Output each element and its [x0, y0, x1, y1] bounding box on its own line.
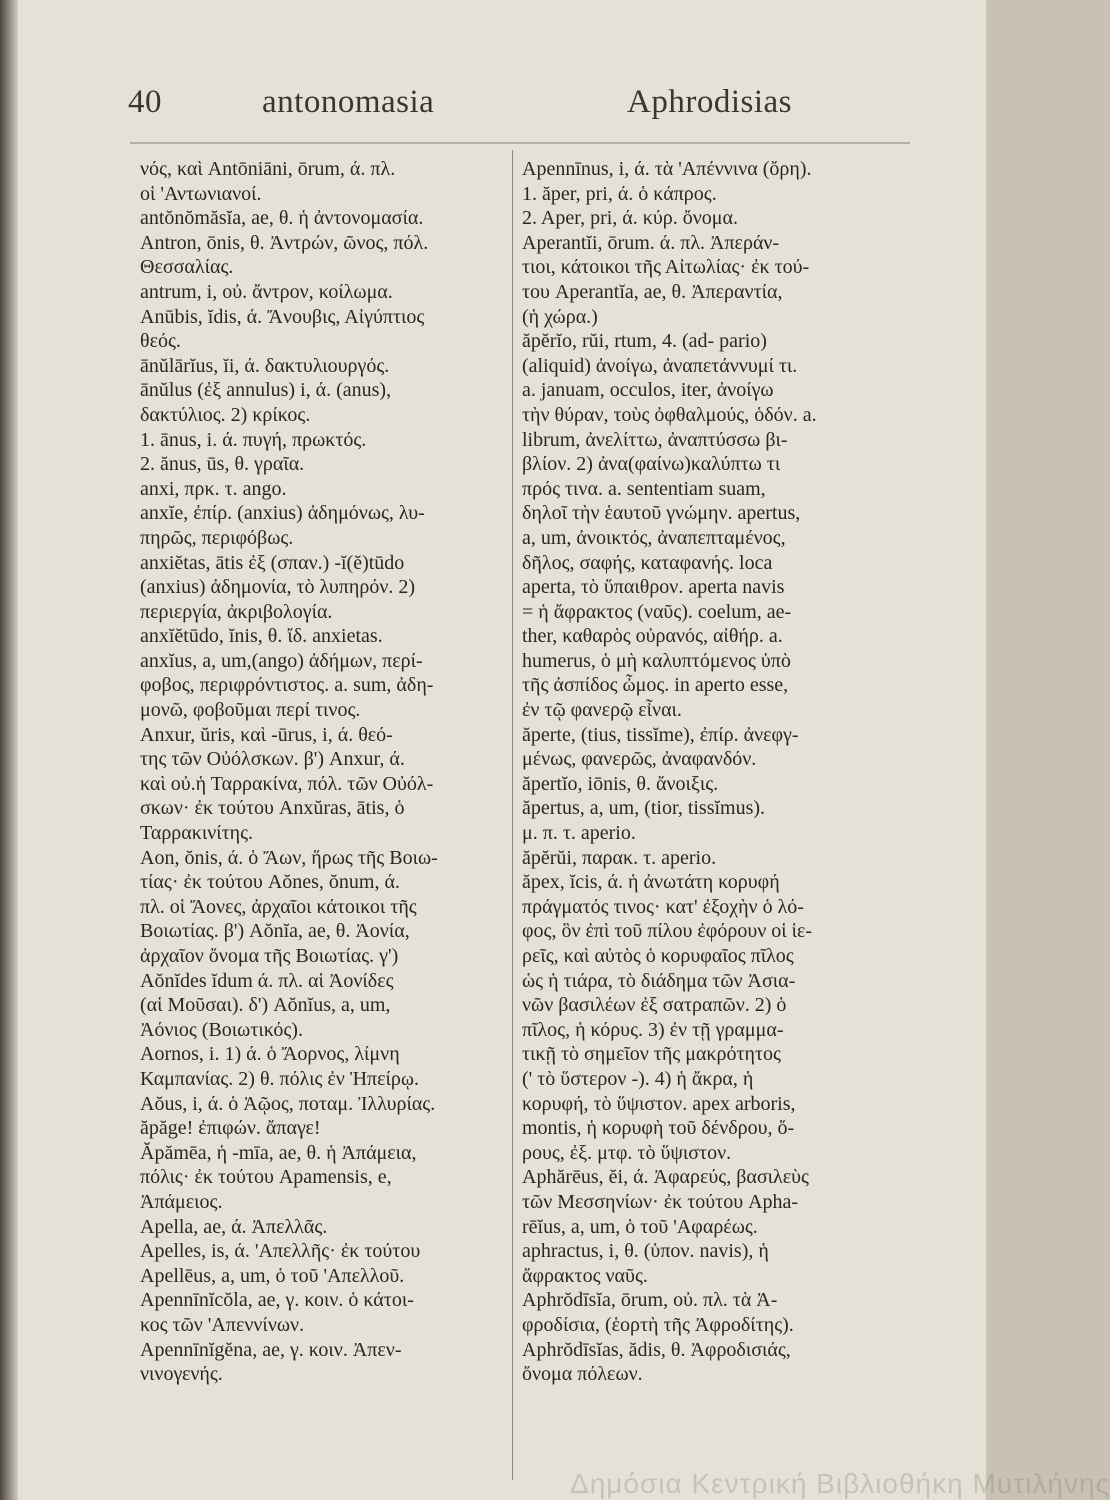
entry-line: πρός τινα. a. sententiam suam, [522, 477, 766, 500]
entry-line: Apennīnĭgĕna, ae, γ. κοιν. Ἀπεν- [140, 1338, 402, 1361]
header-rule [130, 142, 910, 144]
entry-line: δηλοῖ τὴν ἑαυτοῦ γνώμην. apertus, [522, 502, 801, 525]
entry-line: Anxur, ŭris, καὶ -ūrus, i, ά. θεό- [140, 723, 393, 746]
right-column [522, 157, 922, 1387]
entry-line: δῆλος, σαφής, καταφανής. loca [522, 551, 773, 574]
entry-line: = ἡ ἄφρακτος (ναῦς). coelum, ae- [522, 600, 792, 623]
entry-line: Aphărēus, ĕi, ά. Ἀφαρεύς, βασιλεὺς [522, 1166, 809, 1189]
entry-line: librum, ἀνελίττω, ἀναπτύσσω βι- [522, 428, 788, 451]
entry-line: ρους, ἐξ. μτφ. τὸ ὕψιστον. [522, 1141, 732, 1164]
entry-line: 1. ānus, i. ά. πυγή, πρωκτός. [140, 428, 367, 451]
entry-line: Ăpămēa, ἡ -mīa, ae, θ. ἡ Ἀπάμεια, [140, 1141, 417, 1164]
entry-line: καὶ οὐ.ἡ Ταρρακίνα, πόλ. τῶν Οὐόλ- [140, 772, 434, 795]
entry-line: Aon, ŏnis, ά. ὁ Ἄων, ἥρως τῆς Βοιω- [140, 846, 438, 869]
entry-line: νός, καὶ Antōniāni, ōrum, ά. πλ. [140, 158, 396, 180]
entry-line: πλ. οἱ Ἄονες, ἀρχαῖοι κάτοικοι τῆς [140, 895, 417, 918]
entry-line: Ταρρακινίτης. [140, 822, 254, 845]
entry-line: τῆς ἀσπίδος ὦμος. in aperto esse, [522, 674, 789, 697]
entry-line: 2. Aper, pri, ά. κύρ. ὄνομα. [522, 207, 738, 230]
entry-line: πῖλος, ἡ κόρυς. 3) ἐν τῇ γραμμα- [522, 1018, 784, 1041]
entry-line: Καμπανίας. 2) θ. πόλις ἐν Ἠπείρῳ. [140, 1067, 420, 1090]
entry-line: Ἀόνιος (Βοιωτικός). [140, 1018, 303, 1041]
entry-line: (ἡ χώρα.) [522, 305, 598, 328]
entry-line: τικῇ τὸ σημεῖον τῆς μακρότητος [522, 1043, 781, 1066]
entry-line: montis, ἡ κορυφὴ τοῦ δένδρου, ὄ- [522, 1117, 795, 1140]
entry-line: ăpăge! ἐπιφών. ἄπαγε! [140, 1117, 321, 1140]
entry-line: 2. ănus, ūs, θ. γραῖα. [140, 453, 305, 476]
entry-line: μένως, φανερῶς, ἀναφανδόν. [522, 748, 757, 771]
entry-line: Anūbis, ĭdis, ά. Ἄνουβις, Αἰγύπτιος [140, 305, 425, 328]
entry-line: humerus, ὁ μὴ καλυπτόμενος ὑπὸ [522, 649, 791, 672]
entry-line: πόλις· ἐκ τούτου Apamensis, e, [140, 1166, 392, 1189]
entry-line: ăpĕrŭi, παρακ. τ. aperio. [522, 846, 717, 869]
entry-line: Aphrŏdīsĭa, ōrum, οὐ. πλ. τὰ Ἀ- [522, 1289, 778, 1312]
entry-line: οἱ 'Αντωνιανοί. [140, 182, 262, 205]
library-watermark: Δημόσια Κεντρική Βιβλιοθήκη Μυτιλήνης [570, 1468, 1110, 1499]
entry-line: ἐν τῷ φανερῷ εἶναι. [522, 699, 682, 722]
entry-line: ānŭlus (ἐξ annulus) i, ά. (anus), [140, 379, 392, 402]
page-binding-edge [0, 0, 18, 1500]
entry-line: Aphrŏdīsĭas, ădis, θ. Ἀφροδισιάς, [522, 1338, 791, 1361]
right-guide-word: Aphrodisias [627, 84, 792, 120]
entry-line: Apella, ae, ά. Ἀπελλᾶς. [140, 1215, 328, 1238]
entry-line: anxi, πρκ. τ. ango. [140, 477, 287, 500]
entry-line: Βοιωτίας. β') Aŏnĭa, ae, θ. Ἀονία, [140, 920, 410, 943]
entry-line: Aperantĭi, ōrum. ά. πλ. Ἀπεράν- [522, 231, 780, 254]
entry-line: (aliquid) ἀνοίγω, ἀναπετάννυμί τι. [522, 354, 798, 377]
entry-line: Apelles, is, ά. 'Απελλῆς· ἐκ τούτου [140, 1240, 421, 1263]
entry-line: (αἱ Μοῦσαι). δ') Aŏnĭus, a, um, [140, 994, 391, 1017]
entry-line: aphractus, i, θ. (ὑπον. navis), ἡ [522, 1240, 769, 1263]
entry-line: τῶν Μεσσηνίων· ἐκ τούτου Apha- [522, 1190, 799, 1213]
entry-line: βλίον. 2) ἀνα(φαίνω)καλύπτω τι [522, 453, 781, 476]
entry-line: anxiĕtas, ātis ἐξ (σπαν.) -ĭ(ĕ)tūdo [140, 551, 405, 574]
entry-line: πράγματός τινος· κατ' ἐξοχὴν ὁ λό- [522, 895, 804, 918]
entry-line: Aornos, i. 1) ά. ὁ Ἄορνος, λίμνη [140, 1043, 400, 1066]
entry-line: δακτύλιος. 2) κρίκος. [140, 403, 311, 426]
entry-line: νῶν βασιλέων ἐξ σατραπῶν. 2) ὁ [522, 994, 787, 1017]
entry-line: Apennīnĭcŏla, ae, γ. κοιν. ὁ κάτοι- [140, 1289, 414, 1312]
entry-line: ăperte, (tius, tissĭme), ἐπίρ. ἀνεφγ- [522, 723, 799, 746]
entry-line: a, um, ἀνοικτός, ἀναπεπταμένος, [522, 526, 786, 549]
entry-line: aperta, τὸ ὕπαιθρον. aperta navis [522, 576, 785, 599]
entry-line: Apennīnus, i, ά. τὰ 'Απέννινα (ὄρη). [522, 158, 812, 180]
entry-line: φροδίσια, (ἑορτὴ τῆς Ἀφροδίτης). [522, 1313, 794, 1336]
entry-line: (anxius) ἀδημονία, τὸ λυπηρόν. 2) [140, 576, 416, 599]
entry-line: φοβος, περιφρόντιστος. a. sum, ἀδη- [140, 674, 434, 697]
entry-line: Ἀπάμειος. [140, 1190, 223, 1213]
entry-line: ρεῖς, καὶ αὐτὸς ὁ κορυφαῖος πῖλος [522, 945, 794, 967]
entry-line: σκων· ἐκ τούτου Anxŭras, ātis, ὁ [140, 797, 405, 820]
entry-line: ăpĕrĭo, rŭi, rtum, 4. (ad- pario) [522, 330, 767, 353]
entry-line: της τῶν Οὐόλσκων. β') Anxur, ά. [140, 748, 405, 771]
entry-line: περιεργία, ἀκριβολογία. [140, 600, 333, 623]
entry-line: μονῶ, φοβοῦμαι περί τινος. [140, 699, 361, 722]
entry-line: Θεσσαλίας. [140, 256, 234, 279]
entry-line: ὡς ἡ τιάρα, τὸ διάδημα τῶν Ἀσια- [522, 969, 796, 992]
entry-line: antŏnŏmăsĭa, ae, θ. ἡ ἀντονομασία. [140, 207, 424, 230]
entry-line: ānŭlārĭus, ĭi, ά. δακτυλιουργός. [140, 354, 390, 377]
entry-line: anxĭus, a, um,(ango) ἀδήμων, περί- [140, 649, 423, 672]
column-divider [512, 150, 513, 1480]
left-column [140, 157, 512, 1387]
entry-line: φος, ὃν ἐπὶ τοῦ πίλου ἐφόρουν οἱ ἱε- [522, 920, 813, 943]
entry-line: Apellēus, a, um, ὁ τοῦ 'Απελλοῦ. [140, 1264, 405, 1287]
entry-line: κορυφή, τὸ ὕψιστον. apex arboris, [522, 1092, 796, 1115]
entry-line: rēĭus, a, um, ὁ τοῦ 'Αφαρέως. [522, 1215, 758, 1238]
entry-line: ăpex, ĭcis, ά. ἡ ἀνωτάτη κορυφή [522, 871, 780, 894]
entry-line: anxĭe, ἐπίρ. (anxius) ἀδημόνως, λυ- [140, 502, 425, 525]
entry-line: 1. ăper, pri, ά. ὁ κάπρος. [522, 182, 717, 205]
entry-line: τὴν θύραν, τοὺς ὀφθαλμούς, ὁδόν. a. [522, 403, 817, 426]
entry-line: τίας· ἐκ τούτου Aŏnes, ŏnum, ά. [140, 871, 400, 894]
entry-line: ὄνομα πόλεων. [522, 1363, 643, 1386]
entry-line: του Aperantĭa, ae, θ. Ἀπεραντία, [522, 280, 783, 303]
entry-line: ἀρχαῖον ὄνομα τῆς Βοιωτίας. γ') [140, 945, 399, 967]
entry-line: a. januam, occulos, iter, ἀνοίγω [522, 379, 774, 402]
entry-line: μ. π. τ. aperio. [522, 822, 636, 845]
entry-line: ther, καθαρὸς οὐρανός, αἰθήρ. a. [522, 625, 783, 648]
entry-line: antrum, i, οὐ. ἄντρον, κοίλωμα. [140, 280, 393, 303]
entry-line: Aŏnĭdes ĭdum ά. πλ. αἱ Ἀονίδες [140, 969, 394, 992]
entry-line: anxĭĕtūdo, ĭnis, θ. ἴδ. anxietas. [140, 625, 383, 648]
entry-line: ăpertus, a, um, (tior, tissĭmus). [522, 797, 766, 820]
entry-line: τιοι, κάτοικοι τῆς Αἰτωλίας· ἐκ τού- [522, 256, 810, 279]
entry-line: ăpertĭo, iōnis, θ. ἄνοιξις. [522, 772, 719, 795]
left-guide-word: antonomasia [262, 84, 435, 120]
entry-line: νινογενής. [140, 1363, 223, 1386]
page-number: 40 [128, 84, 162, 120]
entry-line: Antron, ōnis, θ. Ἀντρών, ῶνος, πόλ. [140, 231, 429, 254]
running-header [0, 78, 986, 138]
entry-line: πηρῶς, περιφόβως. [140, 526, 294, 549]
entry-line: ἄφρακτος ναῦς. [522, 1264, 648, 1287]
entry-line: κος τῶν 'Απεννίνων. [140, 1313, 305, 1336]
entry-line: (' τὸ ὕστερον -). 4) ἡ ἄκρα, ἡ [522, 1067, 754, 1090]
entry-line: Aŏus, i, ά. ὁ Ἀῷος, ποταμ. Ἰλλυρίας. [140, 1092, 436, 1115]
entry-line: θεός. [140, 330, 181, 353]
